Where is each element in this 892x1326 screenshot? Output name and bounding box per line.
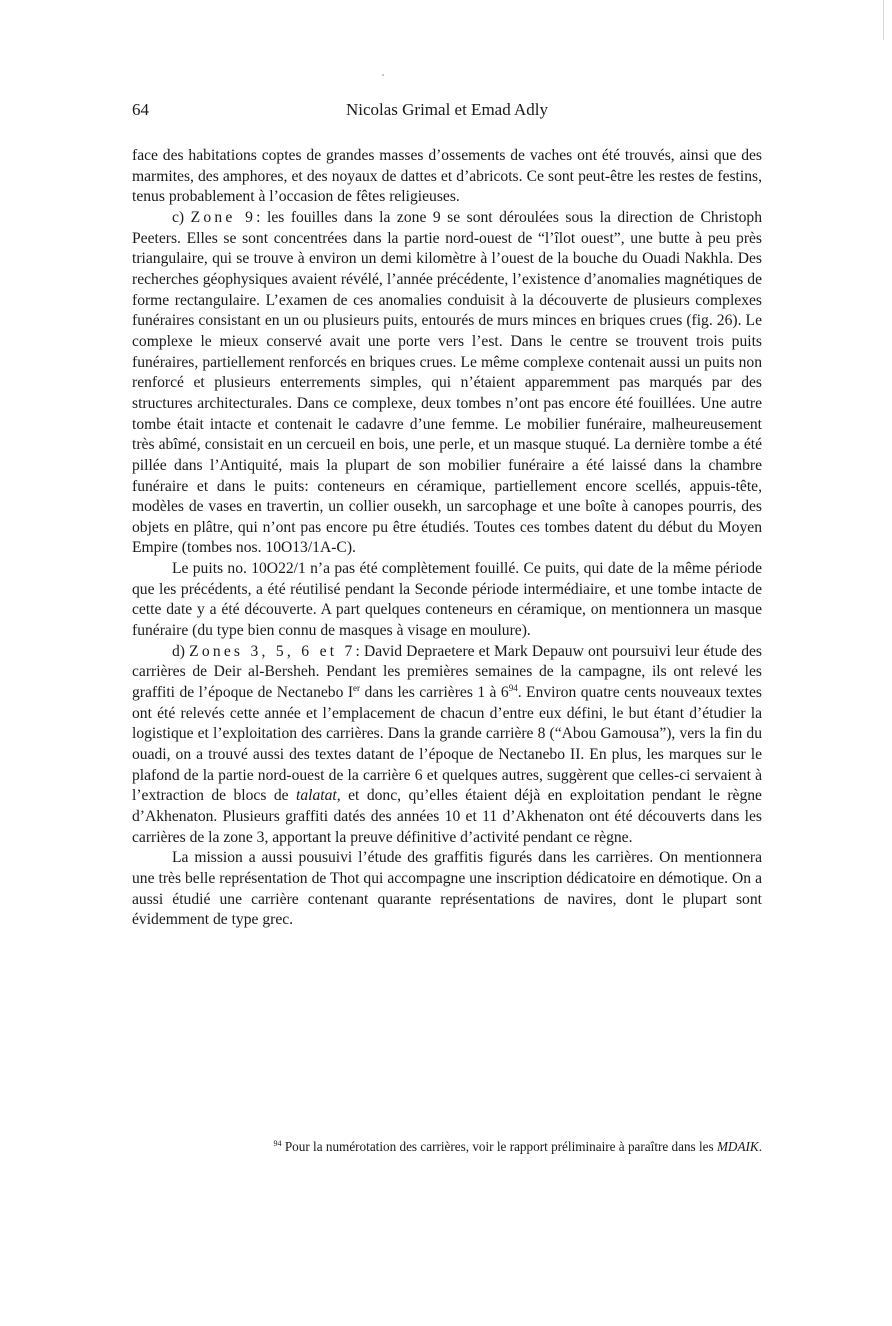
paragraph-puits: Le puits no. 10O22/1 n’a pas été complètement fouillé. Ce puits, qui date de la même période que les précédents, a été réutilisé pendant la Seconde période intermédiaire, et une tombe intacte de cette date y a été découverte. A part quelques conteneurs en céramique, on mentionnera un masque funéraire (du type bien connu de masques à visage en moulure). <box>132 560 762 640</box>
running-header <box>132 100 762 124</box>
footnote-94 <box>132 1138 762 1155</box>
paragraph-zones-3-5-6-7 <box>132 642 762 849</box>
page-edge-mark <box>883 0 892 40</box>
paragraph-zone-9-text: : les fouilles dans la zone 9 se sont déroulées sous la direction de Christoph Peeters. Elles se sont concentrées dans la partie nord-ouest de “l’îlot ouest”, une butte à peu près triangulaire, qui se trouve à environ un demi kilomètre à l’ouest de la bouche du Ouadi Nakhla. Des recherches géophysiques avaient révélé, l’année précédente, l’existence d’anomalies magnétiques de forme rectangulaire. L’examen de ces anomalies conduisit à la découverte de plusieurs complexes funéraires consistant en un ou plusieurs puits, entourés de murs minces en briques crues (fig. 26). Le complexe le mieux conservé avait une porte vers l’est. Dans le centre se trouvent trois puits funéraires, partiellement renforcés en briques crues. Le même complexe contenait aussi un puits non renforcé et plusieurs enterrements simples, qui n’étaient apparemment pas marqués par des structures architecturales. Dans ce complexe, deux tombes n’ont pas encore été fouillées. Une autre tombe était intacte et contenait le cadavre d’une femme. Le mobilier funéraire, malheureusement très abîmé, consistait en un cercueil en bois, une perle, et un masque stuqué. La dernière tombe a été pillée dans l’Antiquité, mais la plupart de son mobilier funéraire a été laissé dans la chambre funéraire et dans le puits: conteneurs en céramique, partiellement encore scellés, appuis-tête, modèles de vases en travertin, un collier ousekh, un sarcophage et une boîte à canopes pourris, des objets en plâtre, qui n’ont pas encore pu être étudiés. Toutes ces tombes datent du début du Moyen Empire (tombes nos. 10O13/1A-C). <box>132 208 763 557</box>
paragraph-zones-text-a: : David Depraetere et Mark Depauw ont poursuivi leur étude des carrières de Deir al-Bersheh. Pendant les premières semaines de la campagne, ils ont relevé les graffiti de l’époque de Nectanebo I <box>132 642 762 702</box>
paragraph-1: face des habitations coptes de grandes masses d’ossements de vaches ont été trouvés, ainsi que des marmites, des amphores, et des noyaux de dattes et d’abricots. Ce sont peut-être les restes de festins, tenus probablement à l’occasion de fêtes religieuses. <box>132 147 762 206</box>
paragraph-zones-text-b: dans les carrières 1 à 6 <box>360 684 509 702</box>
footnote-number: 94 <box>273 1139 282 1148</box>
footnote-journal: MDAIK <box>716 1139 759 1154</box>
paragraph-zone-9 <box>132 208 762 559</box>
section-label-c: c) <box>172 208 191 226</box>
paragraph-zones-text-c: . Environ quatre cents nouveaux textes ont été relevés cette année et l’emplacement de chacun d’entre eux défini, le but étant d’étudier la logistique et l’exploitation des carrières. Dans la grande carrière 8 (“Abou Gamousa”), vers la fin du ouadi, on a trouvé aussi des textes datant de l’époque de Nectanebo II. En plus, les marques sur le plafond de la partie nord-ouest de la carrière 6 et quelques autres, suggèrent que celles-ci servaient à l’extraction de blocs de <box>132 684 762 805</box>
zones-heading: Zones 3, 5, 6 et 7 <box>189 642 356 660</box>
italic-term-talatat: talatat <box>296 787 337 805</box>
footnote-reference[interactable]: 94 <box>508 683 518 694</box>
scan-speck <box>382 74 384 76</box>
footnote-end: . <box>758 1139 762 1154</box>
body-text <box>132 146 762 931</box>
superscript-er: er <box>353 683 361 694</box>
page-number: 64 <box>132 100 149 119</box>
section-label-d: d) <box>172 642 190 660</box>
paragraph-graffitis: La mission a aussi pousuivi l’étude des graffitis figurés dans les carrières. On mentionnera une très belle représentation de Thot qui accompagne une inscription dédicatoire en démotique. On a aussi étudié une carrière contenant quarante représentations de navires, dont le plupart sont évidemment de type grec. <box>132 849 762 929</box>
paragraph-zones-text-d: , et donc, qu’elles étaient déjà en exploitation pendant le règne d’Akhenaton. Plusieurs graffiti datés des années 10 et 11 d’Akhenaton ont été découverts dans les carrières de la zone 3, apportant la preuve définitive d’activité pendant ce règne. <box>132 787 762 846</box>
running-title: Nicolas Grimal et Emad Adly <box>345 100 549 119</box>
footnote-text: Pour la numérotation des carrières, voir le rapport préliminaire à paraître dans les <box>281 1139 717 1154</box>
zone-heading: Zone 9 <box>190 208 257 226</box>
